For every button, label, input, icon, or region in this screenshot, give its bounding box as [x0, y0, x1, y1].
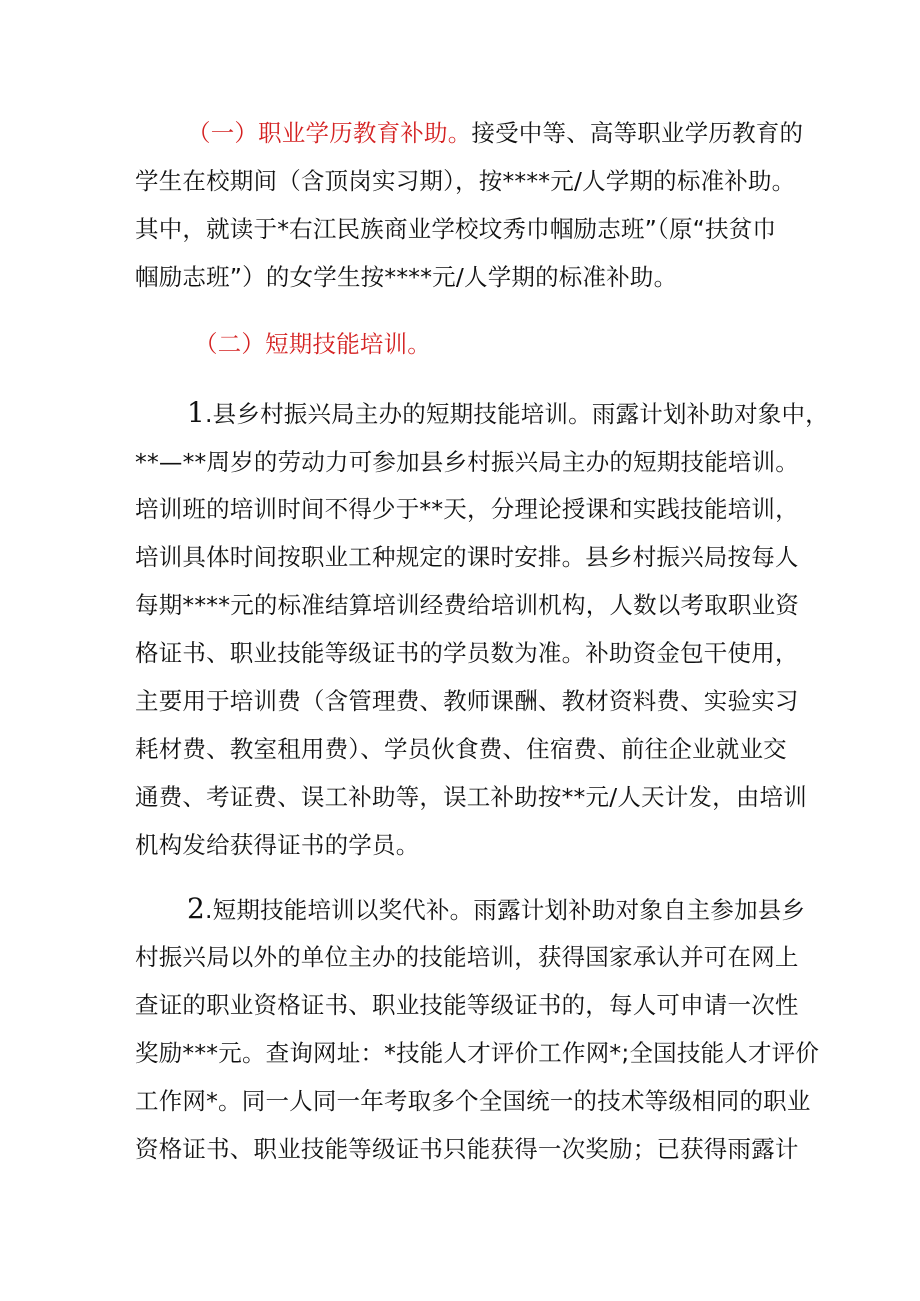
item1-line: 格证书、职业技能等级证书的学员数为准。补助资金包干使用， — [135, 639, 799, 667]
item2-first-line — [187, 893, 805, 926]
section1-line-2: 学生在校期间（含顶岗实习期），按****元/人学期的标准补助。 — [135, 167, 796, 195]
item1-line: 培训班的培训时间不得少于**天，分理论授课和实践技能培训， — [135, 495, 799, 523]
item1-line: 培训具体时间按职业工种规定的课时安排。县乡村振兴局按每人 — [135, 543, 799, 571]
section1-first-line — [187, 117, 803, 149]
item2-number: 2 — [187, 892, 206, 925]
item2-line: 工作网*。同一人同一年考取多个全国统一的技术等级相同的职业 — [135, 1087, 811, 1115]
item2-line: 奖励***元。查询网址：*技能人才评价工作网*;全国技能人才评价 — [135, 1039, 820, 1067]
item1-line: 通费、考证费、误工补助等，误工补助按**元/人天计发，由培训 — [135, 783, 807, 811]
item2-line1-text: .短期技能培训以奖代补。雨露计划补助对象自主参加县乡 — [205, 896, 806, 924]
item1-line: 耗材费、教室租用费）、学员伙食费、住宿费、前往企业就业交 — [135, 735, 787, 763]
item1-line: 机构发给获得证书的学员。 — [135, 831, 420, 859]
item1-number: 1 — [187, 396, 206, 429]
item1-line: **—**周岁的劳动力可参加县乡村振兴局主办的短期技能培训。 — [135, 448, 799, 476]
section1-heading: （一）职业学历教育补助。 — [187, 119, 472, 147]
section2-heading: （二）短期技能培训。 — [194, 330, 431, 358]
section1-line-4: 帼励志班”）的女学生按****元/人学期的标准补助。 — [135, 263, 678, 291]
item1-line1-text: .县乡村振兴局主办的短期技能培训。雨露计划补助对象中， — [205, 400, 829, 428]
item1-first-line — [187, 397, 829, 430]
item1-line: 主要用于培训费（含管理费、教师课酬、教材资料费、实验实习 — [135, 687, 799, 715]
section1-line-3: 其中，就读于*右江民族商业学校坟秀巾帼励志班”（原“扶贫巾 — [135, 215, 777, 243]
item2-line: 村振兴局以外的单位主办的技能培训，获得国家承认并可在网上 — [135, 943, 799, 971]
section1-line1-text: 接受中等、高等职业学历教育的 — [471, 119, 804, 147]
item1-line: 每期****元的标准结算培训经费给培训机构，人数以考取职业资 — [135, 591, 799, 619]
item2-line: 查证的职业资格证书、职业技能等级证书的，每人可申请一次性 — [135, 991, 799, 1019]
item2-line: 资格证书、职业技能等级证书只能获得一次奖励；已获得雨露计 — [135, 1135, 799, 1163]
